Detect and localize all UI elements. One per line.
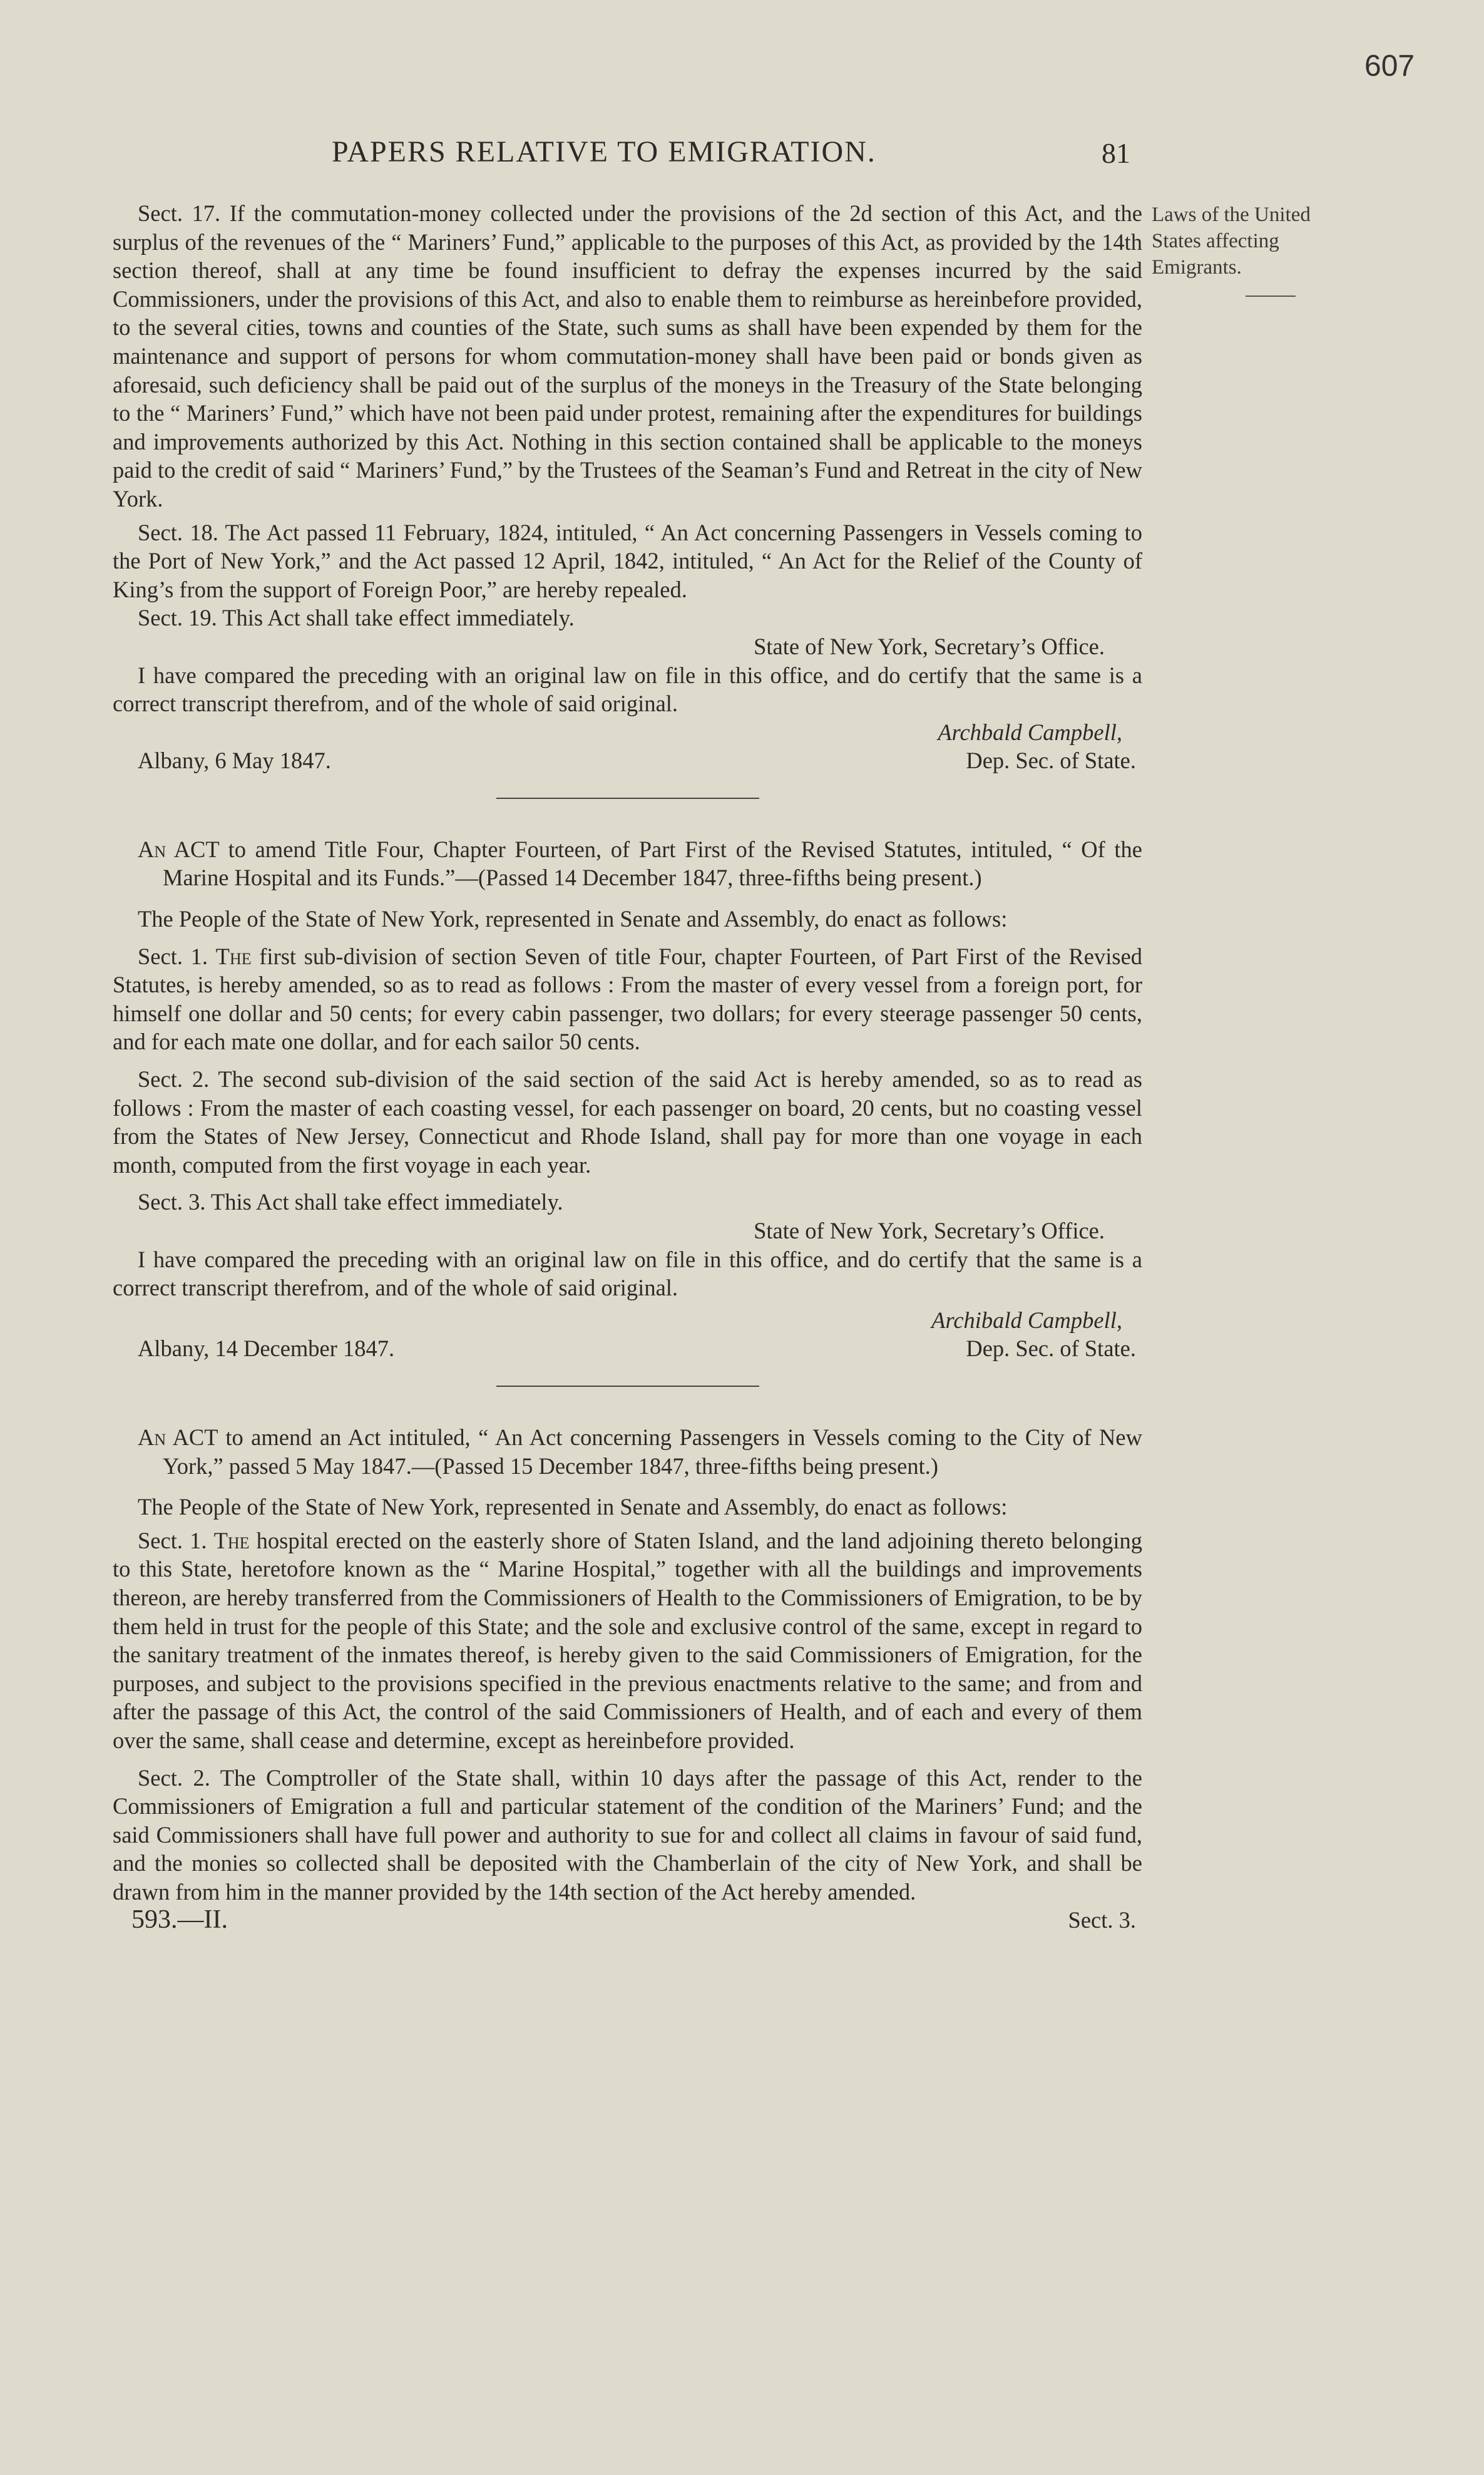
cert2-text: I have compared the preceding with an original law on file in this office, and do certify that the same is a correct transcript therefrom, and of the whole of said original. bbox=[113, 1246, 1142, 1301]
section-19: Sect. 19. This Act shall take effect immediately. bbox=[138, 605, 575, 631]
act2-title-lead: An bbox=[138, 836, 166, 862]
cert1-text: I have compared the preceding with an original law on file in this office, and do certify that the same is a correct transcript therefrom, and of the whole of said original. bbox=[113, 662, 1142, 717]
cert2-title: Dep. Sec. of State. bbox=[966, 1335, 1136, 1362]
section-divider bbox=[496, 798, 759, 799]
act2-s1-lead: Sect. 1. bbox=[138, 943, 208, 969]
act2-section-3: Sect. 3. This Act shall take effect immediately. bbox=[138, 1189, 563, 1215]
margin-note-text: Laws of the United States affecting Emigrants. bbox=[1152, 203, 1311, 279]
cert1-signature-block bbox=[113, 718, 1142, 775]
cert2-signer-block bbox=[931, 1306, 1136, 1363]
folio: 81 bbox=[1102, 137, 1130, 169]
act3-title-text: ACT to amend an Act intituled, “ An Act concerning Passengers in Vessels coming to the City of New York,” passed 5 May 1847.—(Passed 15 December 1847, three-fifths being present.) bbox=[163, 1424, 1142, 1479]
act3-title bbox=[113, 1423, 1142, 1480]
act3-s1-lead: Sect. 1. bbox=[138, 1527, 207, 1553]
act2-section-1 bbox=[113, 942, 1142, 1056]
margin-rule bbox=[1246, 296, 1296, 297]
running-head: PAPERS RELATIVE TO EMIGRATION. bbox=[332, 135, 876, 168]
act3-section-2: Sect. 2. The Comptroller of the State shall, within 10 days after the passage of this Act, render to the Commissioners of Emigration a full and particular statement of the condition of the Mariners’ Fund; and the said Commissioners shall have full power and authority to sue for and collect all claims in favour of said fund, and the monies so collected shall be deposited with the Chamberlain of the city of New York, and shall be drawn from him in the manner provided by the 14th section of the Act hereby amended. bbox=[113, 1764, 1142, 1905]
act3-s1-the: The bbox=[213, 1527, 250, 1553]
act2-title-text: ACT to amend Title Four, Chapter Fourteen, of Part First of the Revised Statutes, intituled, “ Of the Marine Hospital and its Funds.”—(Passed 14 December 1847, three-fifths being present.) bbox=[163, 836, 1142, 891]
act3-enacting-clause: The People of the State of New York, represented in Senate and Assembly, do enact as follows: bbox=[138, 1494, 1008, 1520]
cert1-office: State of New York, Secretary’s Office. bbox=[754, 633, 1105, 659]
section-18: Sect. 18. The Act passed 11 February, 1824, intituled, “ An Act concerning Passengers in Vessels coming to the Port of New York,” and the Act passed 12 April, 1842, intituled, “ An Act for the Relief of the County of King’s from the support of Foreign Poor,” are hereby repealed. bbox=[113, 519, 1142, 602]
act2-title bbox=[113, 835, 1142, 892]
cert1-place-date: Albany, 6 May 1847. bbox=[138, 748, 331, 774]
cert2-office: State of New York, Secretary’s Office. bbox=[754, 1218, 1105, 1243]
act2-s1-text: first sub-division of section Seven of title Four, chapter Fourteen, of Part First of the Revised Statutes, is hereby amended, so as to read as follows : From the master of every vessel from a foreign port, for himself one dollar and 50 cents; for every cabin passenger, two dollars; for every steerage passenger 50 cents, and for each mate one dollar, and for each sailor 50 cents. bbox=[113, 943, 1143, 1055]
cert1-signer: Archbald Campbell, bbox=[938, 719, 1122, 745]
act2-section-2: Sect. 2. The second sub-division of the said section of the said Act is hereby amended, so as to read as follows : From the master of each coasting vessel, for each passenger on board, 20 cents, but no coasting vessel from the States of New Jersey, Connecticut and Rhode Island, shall pay for more than one voyage in each month, computed from the first voyage in each year. bbox=[113, 1066, 1142, 1178]
act3-s1-text: hospital erected on the easterly shore of Staten Island, and the land adjoining thereto belonging to this State, heretofore known as the “ Marine Hospital,” together with all the buildings and improvements thereon, are hereby transferred from the Commissioners of Health to the Commissioners of Emigration, to be by them held in trust for the people of this State; and the sole and exclusive control of the same, except in regard to the sanitary treatment of the inmates thereof, is hereby given to the said Commissioners of Emigration, for the purposes, and subject to the provisions specified in the previous enactments relative to the same; and from and after the passage of this Act, the control of the said Commissioners of Health, and of each and every of them over the same, shall cease and determine, except as hereinbefore provided. bbox=[113, 1527, 1143, 1753]
act2-s1-the: The bbox=[215, 943, 252, 969]
section-17: Sect. 17. If the commutation-money collected under the provisions of the 2d section of this Act, and the surplus of the revenues of the “ Mariners’ Fund,” applicable to the purposes of this Act, as provided by the 14th section thereof, shall at any time be found insufficient to defray the expenses incurred by the said Commissioners, under the provisions of this Act, and also to enable them to reimburse as hereinbefore provided, to the several cities, towns and counties of the State, such sums as shall have been expended by them for the maintenance and support of persons for whom commutation-money shall have been paid or bonds given as aforesaid, such deficiency shall be paid out of the surplus of the moneys in the Treasury of the State belonging to the “ Mariners’ Fund,” which have not been paid under protest, remaining after the expenditures for buildings and improvements authorized by this Act. Nothing in this section contained shall be applicable to the moneys paid to the credit of said “ Mariners’ Fund,” by the Trustees of the Seaman’s Fund and Retreat in the city of New York. bbox=[113, 200, 1142, 512]
cert2-place-date: Albany, 14 December 1847. bbox=[138, 1335, 395, 1362]
act3-title-lead: An bbox=[138, 1424, 166, 1450]
signature-mark: 593.—II. bbox=[131, 1905, 228, 1935]
section-divider-2 bbox=[496, 1386, 759, 1387]
cert2-signature-block bbox=[113, 1306, 1142, 1363]
document-body bbox=[113, 199, 1142, 1935]
cert1-title: Dep. Sec. of State. bbox=[966, 748, 1136, 774]
act3-section-1 bbox=[113, 1526, 1142, 1755]
cert1-signer-block bbox=[938, 718, 1136, 775]
cert2-signer: Archibald Campbell, bbox=[931, 1307, 1122, 1333]
page-footer bbox=[113, 1906, 1142, 1935]
act2-enacting-clause: The People of the State of New York, represented in Senate and Assembly, do enact as follows: bbox=[138, 906, 1008, 932]
margin-note bbox=[1152, 202, 1358, 297]
page-number: 607 bbox=[1364, 49, 1415, 83]
catchword: Sect. 3. bbox=[1068, 1907, 1136, 1933]
